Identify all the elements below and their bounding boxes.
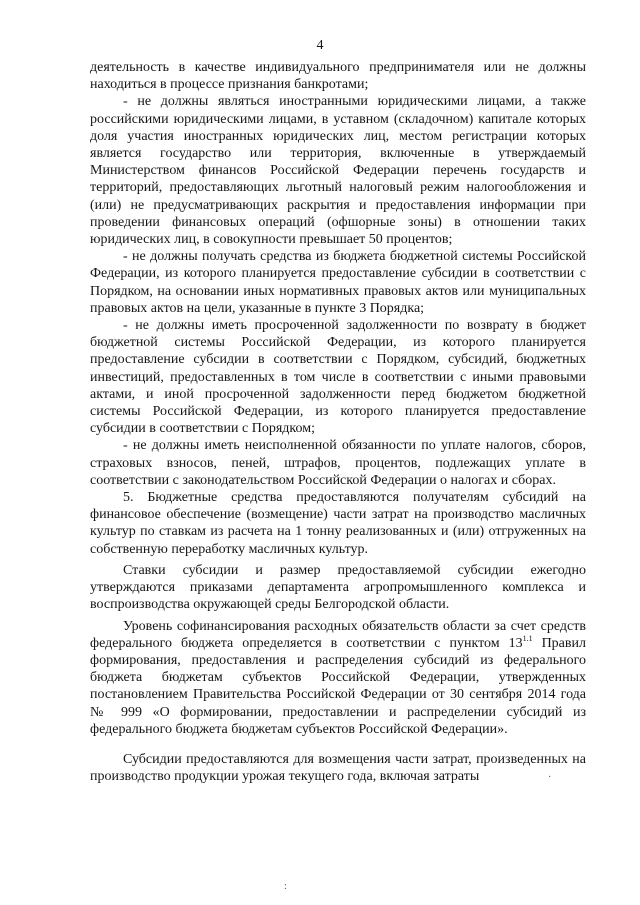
- document-body: [90, 59, 586, 785]
- cofinancing-text-start: Уровень софинансирования расходных обязательств области за счет средств федерального бюджета определяется в соответствии с пунктом 13: [90, 618, 586, 651]
- paragraph-foreign-entities: - не должны являться иностранными юридическими лицами, а также российскими юридическими лицами, в уставном (складочном) капитале которых доля участия иностранных юридических лиц, местом регистрации которых является государство или территория, включенные в утверждаемый Министерством финансов Российской Федерации перечень государств и территорий, предоставляющих льготный налоговый режим налогообложения и (или) не предусматривающих раскрытия и предоставления информации при проведении финансовых операций (офшорные зоны) в отношении таких юридических лиц, в совокупности превышает 50 процентов;: [90, 94, 586, 248]
- scan-mark: ·: [548, 772, 552, 783]
- paragraph-no-tax-obligations: - не должны иметь неисполненной обязанности по уплате налогов, сборов, страховых взносов, пеней, штрафов, процентов, подлежащих уплате в соответствии с законодательством Российской Федерации о налогах и сборах.: [90, 438, 586, 488]
- scan-mark: :: [284, 881, 287, 892]
- paragraph-no-overdue-debt: - не должны иметь просроченной задолженности по возврату в бюджет бюджетной системы Российской Федерации, из которого планируется предоставление субсидии в соответствии с Порядком, субсидий, бюджетных инвестиций, предоставленных в том числе в соответствии с иными правовыми актами, и иной просроченной задолженности перед бюджетом бюджетной системы Российской Федерации, из которого планируется предоставление субсидии в соответствии с Порядком;: [90, 318, 586, 437]
- cofinancing-text-end: Правил формирования, предоставления и распределения субсидий из федерального бюджета бюджетам субъектов Российской Федерации, утвержденных постановлением Правительства Российской Федерации от 30 сентября 2014 года № 999 «О формировании, предоставлении и распределении субсидий из федерального бюджета бюджетам субъектов Российской Федерации».: [90, 635, 586, 737]
- clause-superscript: 1.1: [522, 633, 533, 643]
- paragraph-entrepreneur-continuation: деятельность в качестве индивидуального предпринимателя или не должны находиться в процессе признания банкротами;: [90, 60, 586, 93]
- paragraph-cofinancing: [90, 618, 586, 738]
- page-number: 4: [316, 38, 324, 53]
- paragraph-subsidy-purpose: Субсидии предоставляются для возмещения части затрат, произведенных на производство продукции урожая текущего года, включая затраты: [90, 751, 586, 785]
- paragraph-subsidy-rates: Ставки субсидии и размер предоставляемой субсидии ежегодно утверждаются приказами департамента агропромышленного комплекса и воспроизводства окружающей среды Белгородской области.: [90, 562, 586, 613]
- paragraph-point-5: 5. Бюджетные средства предоставляются получателям субсидий на финансовое обеспечение (возмещение) части затрат на производство масличных культур по ставкам из расчета на 1 тонну реализованных и (или) отгруженных на собственную переработку масличных культур.: [90, 490, 586, 557]
- paragraph-no-other-budget-funds: - не должны получать средства из бюджета бюджетной системы Российской Федерации, из которого планируется предоставление субсидии в соответствии с Порядком, на основании иных нормативных правовых актов или муниципальных правовых актов на цели, указанные в пункте 3 Порядка;: [90, 249, 586, 316]
